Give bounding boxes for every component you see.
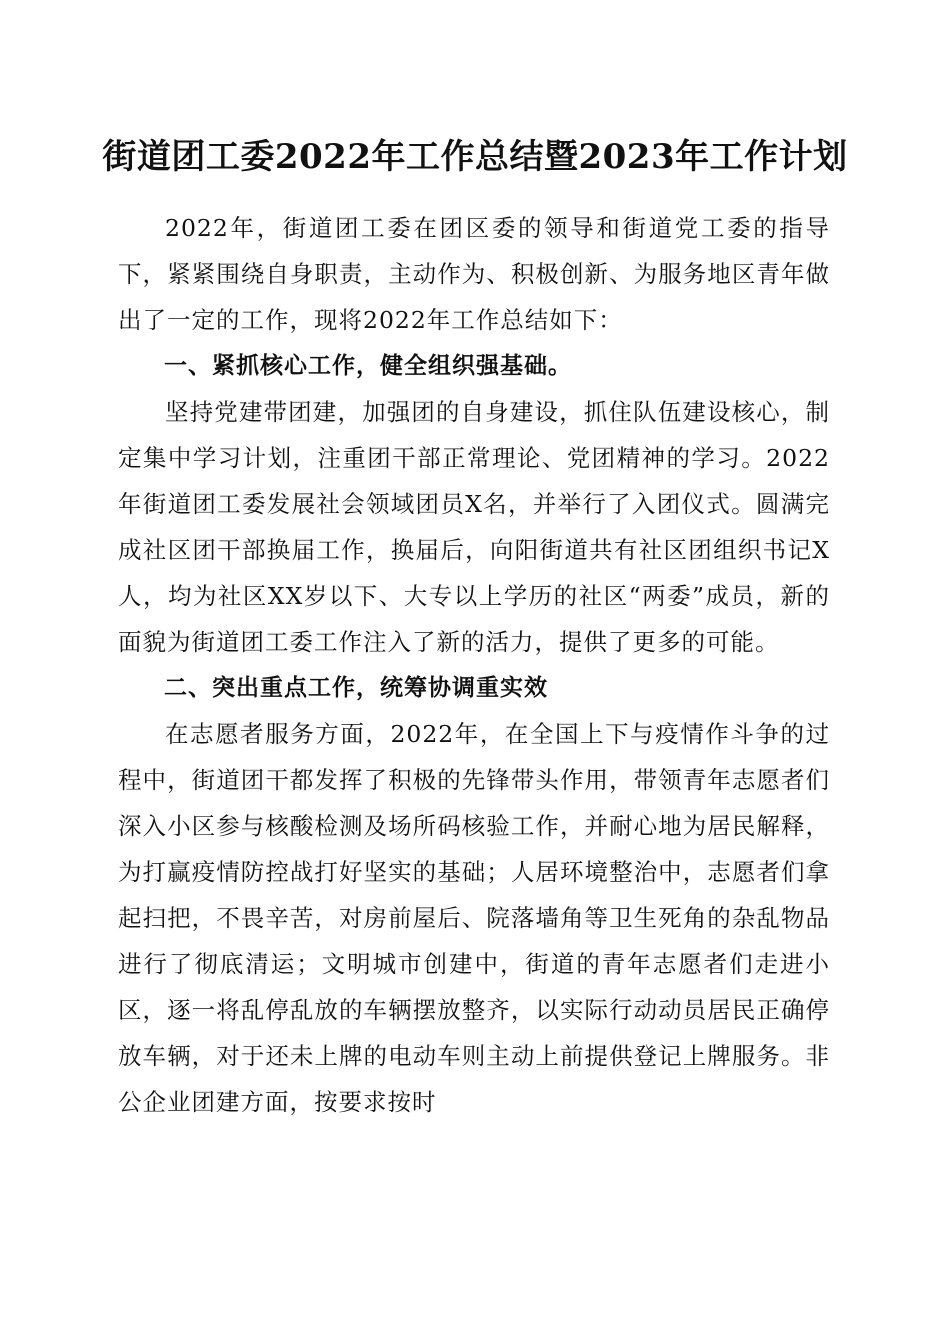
document-body <box>118 205 830 1125</box>
document-title: 街道团工委2022年工作总结暨2023年工作计划 <box>102 137 848 177</box>
section-body-1: 坚持党建带团建，加强团的自身建设，抓住队伍建设核心，制定集中学习计划，注重团干部正常理论、党团精神的学习。2022年街道团工委发展社会领域团员X名，并举行了入团仪式。圆满完成社区团干部换届工作，换届后，向阳街道共有社区团组织书记X人，均为社区XX岁以下、大专以上学历的社区“两委”成员，新的面貌为街道团工委工作注入了新的活力，提供了更多的可能。 <box>118 398 830 656</box>
intro-paragraph: 2022年，街道团工委在团区委的领导和街道党工委的指导下，紧紧围绕自身职责，主动作为、积极创新、为服务地区青年做出了一定的工作，现将2022年工作总结如下： <box>118 214 830 334</box>
section-heading-1: 一、紧抓核心工作，健全组织强基础。 <box>164 353 572 379</box>
section-body-2: 在志愿者服务方面，2022年，在全国上下与疫情作斗争的过程中，街道团干都发挥了积极的先锋带头作用，带领青年志愿者们深入小区参与核酸检测及场所码核验工作，并耐心地为居民解释，为打赢疫情防控战打好坚实的基础；人居环境整治中，志愿者们拿起扫把，不畏辛苦，对房前屋后、院落墙角等卫生死角的杂乱物品进行了彻底清运；文明城市创建中，街道的青年志愿者们走进小区，逐一将乱停乱放的车辆摆放整齐，以实际行动动员居民正确停放车辆，对于还未上牌的电动车则主动上前提供登记上牌服务。非公企业团建方面，按要求按时 <box>118 720 830 1116</box>
section-heading-2: 二、突出重点工作，统筹协调重实效 <box>164 675 548 701</box>
